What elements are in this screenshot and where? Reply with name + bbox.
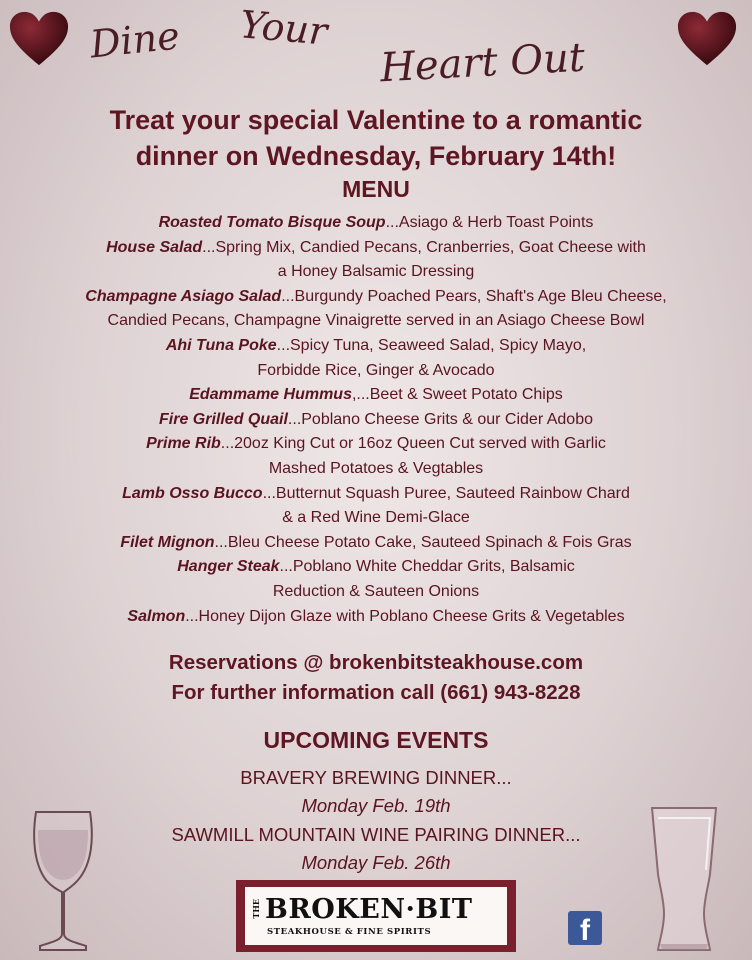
dish-name: Prime Rib <box>146 435 221 453</box>
dish-name: Hanger Steak <box>177 558 280 576</box>
menu-item <box>20 334 732 383</box>
dish-desc: ...Spring Mix, Candied Pecans, Cranberries, Goat Cheese with <box>202 238 646 256</box>
contact-block <box>0 648 752 708</box>
menu-item <box>20 555 732 604</box>
menu-item <box>20 211 732 236</box>
heart-icon <box>8 10 70 68</box>
dish-desc: & a Red Wine Demi-Glace <box>282 509 470 527</box>
dish-desc: ...Butternut Squash Puree, Sauteed Rainbow Chard <box>262 484 630 502</box>
menu-item <box>20 605 732 630</box>
menu-item <box>20 432 732 481</box>
logo-panel <box>245 887 507 945</box>
dish-desc: a Honey Balsamic Dressing <box>277 263 475 281</box>
dish-desc: ...Asiago & Herb Toast Points <box>385 214 594 231</box>
dish-name: Roasted Tomato Bisque Soup <box>158 214 386 231</box>
facebook-icon[interactable] <box>568 911 602 945</box>
facebook-glyph: f <box>580 914 590 945</box>
dish-desc: ...Honey Dijon Glaze with Poblano Cheese Grits & Vegetables <box>185 607 625 625</box>
phone-info: For further information call (661) 943-8228 <box>171 681 581 704</box>
dish-name: Salmon <box>127 607 186 625</box>
dish-name: Lamb Osso Bucco <box>122 484 263 502</box>
broken-bit-logo <box>236 880 516 952</box>
menu-item <box>20 383 732 408</box>
event-name: SAWMILL MOUNTAIN WINE PAIRING DINNER... <box>171 823 581 845</box>
dish-desc: Forbidde Rice, Ginger & Avocado <box>257 361 495 379</box>
dish-desc: Mashed Potatoes & Vegtables <box>268 459 484 477</box>
dish-name: Edammame Hummus <box>189 386 352 404</box>
menu-item <box>20 285 732 334</box>
menu-item <box>20 531 732 556</box>
dish-desc: Candied Pecans, Champagne Vinaigrette served in an Asiago Cheese Bowl <box>107 312 645 330</box>
menu-item <box>20 236 732 285</box>
logo-the: THE <box>251 899 261 919</box>
dish-desc: ,...Beet & Sweet Potato Chips <box>351 386 563 404</box>
logo-name: BROKEN·BIT <box>265 894 473 925</box>
beer-glass-icon <box>648 804 720 956</box>
event-date: Monday Feb. 19th <box>301 795 451 817</box>
dish-name: Ahi Tuna Poke <box>165 336 277 354</box>
title-word-dine: Dine <box>87 13 182 67</box>
menu-item <box>20 482 732 531</box>
title-word-heart-out: Heart Out <box>378 34 587 92</box>
event-date: Monday Feb. 26th <box>301 851 451 873</box>
reservations-link[interactable]: Reservations @ brokenbitsteakhouse.com <box>168 651 584 674</box>
menu-item <box>20 408 732 433</box>
events-list <box>0 764 752 877</box>
logo-tagline: STEAKHOUSE & FINE SPIRITS <box>267 927 432 937</box>
dish-desc: ...Bleu Cheese Potato Cake, Sauteed Spinach & Fois Gras <box>214 533 632 551</box>
dish-name: Champagne Asiago Salad <box>85 287 282 305</box>
dish-name: Filet Mignon <box>120 533 215 551</box>
dish-desc: ...Spicy Tuna, Seaweed Salad, Spicy Mayo, <box>276 336 587 354</box>
dish-desc: Reduction & Sauteen Onions <box>272 582 480 600</box>
dish-desc: ...Poblano White Cheddar Grits, Balsamic <box>279 558 575 576</box>
menu-heading: MENU <box>342 176 410 202</box>
events-heading: UPCOMING EVENTS <box>263 727 489 753</box>
headline-line: Treat your special Valentine to a romantic <box>109 105 643 135</box>
headline <box>0 102 752 174</box>
dish-name: House Salad <box>106 238 203 256</box>
dish-name: Fire Grilled Quail <box>159 410 288 428</box>
event-name: BRAVERY BREWING DINNER... <box>240 767 512 788</box>
dish-desc: ...20oz King Cut or 16oz Queen Cut served with Garlic <box>220 435 606 453</box>
title-banner <box>80 2 680 92</box>
menu-list <box>20 211 732 629</box>
dish-desc: ...Poblano Cheese Grits & our Cider Adobo <box>287 410 593 428</box>
wine-glass-icon <box>28 808 98 954</box>
title-word-your: Your <box>238 2 330 54</box>
heart-icon <box>676 10 738 68</box>
headline-line: dinner on Wednesday, February 14th! <box>135 141 617 171</box>
dish-desc: ...Burgundy Poached Pears, Shaft's Age Bleu Cheese, <box>281 287 667 305</box>
